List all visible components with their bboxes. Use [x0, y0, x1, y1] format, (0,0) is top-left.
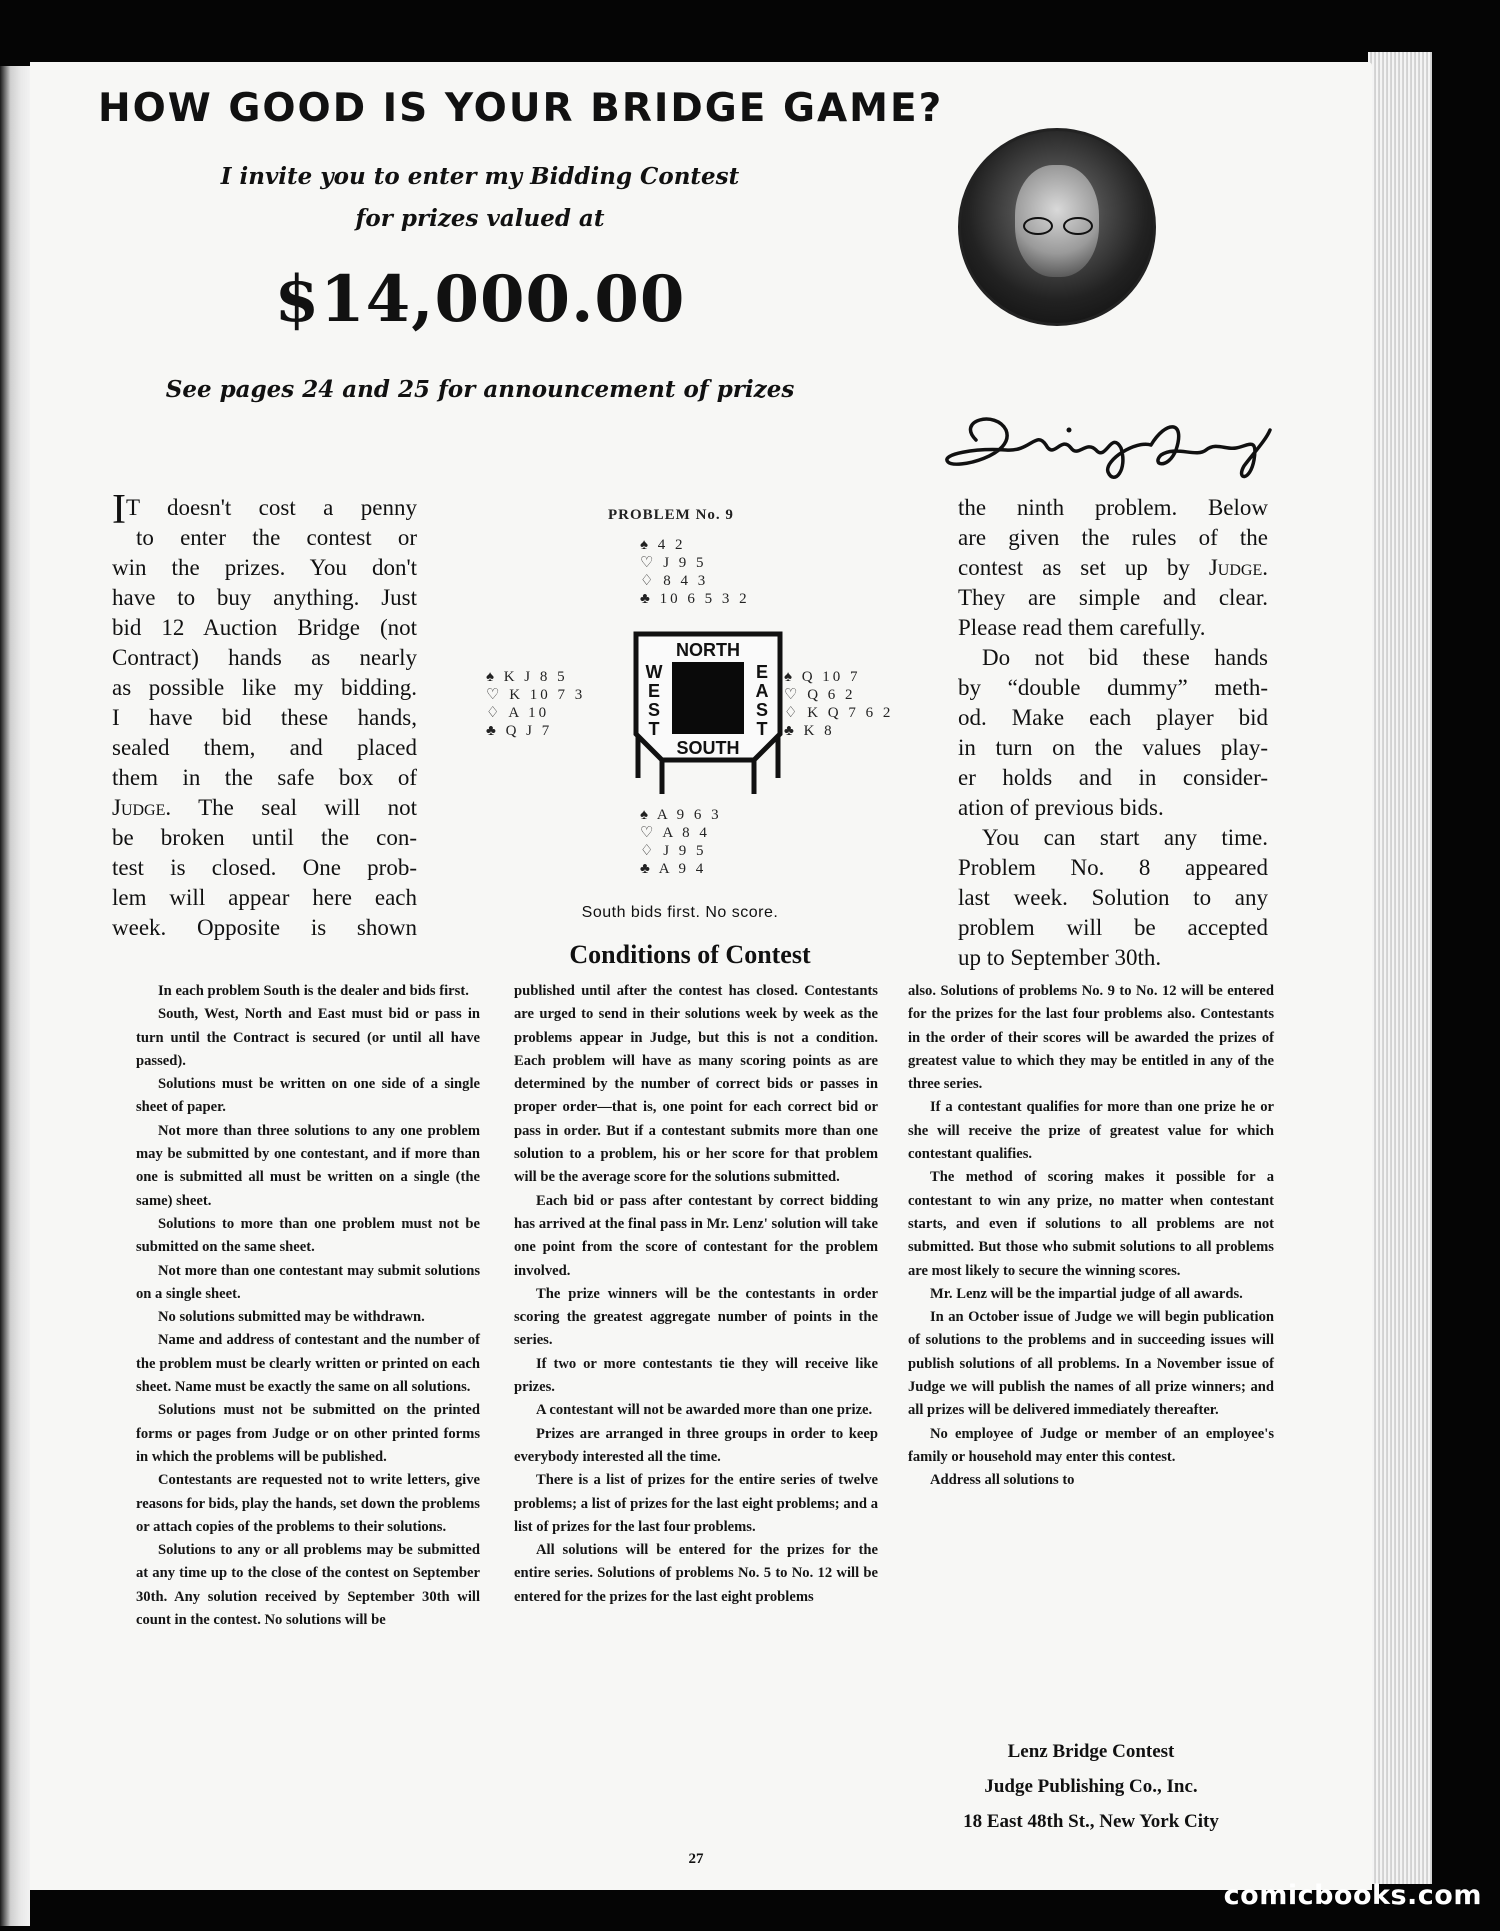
intro-left-line: to enter the contest or [136, 525, 417, 550]
intro-right-line: last week. Solution to any [958, 885, 1268, 910]
tagline-line-1: I invite you to enter my Bidding Contest [220, 163, 740, 190]
west-letters-letter: W [645, 662, 663, 682]
rule-paragraph: Solutions must be written on one side of a single sheet of paper. [136, 1076, 480, 1116]
east-letters-letter: A [755, 681, 769, 701]
headline: HOW GOOD IS YOUR BRIDGE GAME? [98, 86, 944, 131]
intro-left-line: them in the safe box of [112, 765, 417, 790]
hand-north-clubs: ♣ 10 6 5 3 2 [640, 591, 750, 607]
page-number: 27 [688, 1851, 704, 1867]
west-letters-letter: S [647, 700, 661, 720]
hand-east-spades: ♠ Q 10 7 [784, 669, 861, 685]
tagline-line-2: for prizes valued at [355, 205, 605, 232]
judge-name: Judge. [112, 795, 172, 820]
intro-right-column [958, 493, 1268, 973]
hand-south [640, 806, 722, 878]
portrait-glasses-left [1023, 217, 1053, 235]
address-line-1: Lenz Bridge Contest [1007, 1741, 1175, 1762]
intro-left-line: win the prizes. You don't [112, 555, 417, 580]
intro-right-line: ation of previous bids. [958, 795, 1164, 820]
rule-paragraph: If a contestant qualifies for more than one prize he or she will receive the prize of greatest value for which contestant qualifies. [908, 1099, 1274, 1163]
intro-right-line: They are simple and clear. [958, 585, 1268, 610]
judge-name: Judge. [1208, 555, 1268, 580]
intro-right-line: in turn on the values play- [958, 735, 1268, 760]
hand-west-hearts: ♡ K 10 7 3 [486, 687, 586, 703]
bids-note: South bids first. No score. [581, 904, 779, 921]
intro-right-line: Do not bid these hands [982, 645, 1268, 670]
rule-paragraph: South, West, North and East must bid or pass in turn until the Contract is secured (or until all have passed). [136, 1006, 480, 1069]
hand-north-spades: ♠ 4 2 [640, 537, 686, 553]
address-line-2: Judge Publishing Co., Inc. [984, 1776, 1198, 1797]
intro-right-line: od. Make each player bid [958, 705, 1268, 730]
intro-left-judge-line [112, 793, 417, 823]
hand-north [640, 536, 750, 608]
portrait-glasses-right [1063, 217, 1093, 235]
intro-right-line: Problem No. 8 appeared [958, 855, 1268, 880]
intro-right-line: You can start any time. [982, 825, 1268, 850]
hand-east [784, 668, 893, 740]
rule-paragraph: All solutions will be entered for the prizes for the entire series. Solutions of problems No. 5 to No. 12 will be entered for the prizes for the last eight problems [514, 1542, 878, 1605]
rule-paragraph: Solutions must not be submitted on the printed forms or pages from Judge or on other printed forms in which the problems will be published. [136, 1402, 480, 1465]
rule-paragraph: Not more than three solutions to any one problem may be submitted by one contestant, and if more than one is submitted all must be written on a single (the same) sheet. [136, 1122, 480, 1209]
table-center [672, 662, 744, 734]
rule-paragraph: Name and address of contestant and the number of the problem must be clearly written or printed on each sheet. Name must be exactly the same on all solutions. [136, 1332, 480, 1396]
hand-west-diamonds: ♢ A 10 [486, 705, 550, 721]
rule-paragraph: The prize winners will be the contestants in order scoring the greatest aggregate number of points in the series. [514, 1285, 878, 1349]
intro-left-line: have to buy anything. Just [112, 585, 417, 610]
rule-paragraph: Solutions to any or all problems may be submitted at any time up to the close of the contest on September 30th. Any solution received by September 30th will count in the contest. No solutions will be [136, 1542, 480, 1629]
intro-left-column [112, 493, 417, 943]
intro-left-line: week. Opposite is shown [112, 915, 417, 940]
rule-paragraph: There is a list of prizes for the entire series of twelve problems; a list of prizes for the last eight problems; and a list of prizes for the last four problems. [514, 1472, 878, 1535]
hand-north-hearts: ♡ J 9 5 [640, 555, 707, 571]
rule-paragraph: Solutions to more than one problem must not be submitted on the same sheet. [136, 1215, 480, 1256]
hand-south-clubs: ♣ A 9 4 [640, 861, 707, 877]
intro-right-line: the ninth problem. Below [958, 495, 1268, 520]
hand-south-hearts: ♡ A 8 4 [640, 825, 710, 841]
rules-column-2 [514, 980, 878, 1609]
label-south: SOUTH [676, 738, 740, 758]
prize-amount: $14,000.00 [274, 262, 686, 337]
intro-left-line: test is closed. One prob- [112, 855, 417, 880]
rules-column-3 [908, 980, 1274, 1493]
rule-paragraph: Address all solutions to [930, 1472, 1075, 1489]
intro-left-line: The seal will not [171, 795, 417, 820]
hand-east-hearts: ♡ Q 6 2 [784, 687, 856, 703]
hand-west-spades: ♠ K J 8 5 [486, 669, 568, 685]
rule-paragraph: In an October issue of Judge we will begin publication of solutions to the problems and in succeeding issues will publish solutions of all problems. In a November issue of Judge we will publish the names of all prize winners; and all prizes will be delivered immediately thereafter. [908, 1309, 1274, 1419]
rule-paragraph: The method of scoring makes it possible for a contestant to win any prize, no matter when contestant starts, and even if solutions to all problems are not submitted. But those who submit solutions to all problems are most likely to secure the winning scores. [908, 1169, 1274, 1279]
rule-paragraph: published until after the contest has closed. Contestants are urged to send in their solutions week by week as the problems appear in Judge, but this is not a condition. Each problem will have as many scoring points as are determined by the number of correct bids or passes in proper order—that is, one point for each correct bid or pass in order. But if a contestant submits more than one solution to a problem, his or her score for that problem will be the average score for the solutions submitted. [514, 983, 878, 1186]
hand-south-spades: ♠ A 9 6 3 [640, 807, 722, 823]
rule-paragraph: Prizes are arranged in three groups in order to keep everybody interested all the time. [514, 1425, 878, 1465]
intro-right-line: problem will be accepted [958, 915, 1268, 940]
hand-east-diamonds: ♢ K Q 7 6 2 [784, 705, 894, 721]
intro-left-line: lem will appear here each [112, 885, 417, 910]
hand-north-diamonds: ♢ 8 4 3 [640, 573, 709, 589]
label-east [756, 662, 769, 739]
author-portrait [958, 128, 1156, 326]
rule-paragraph: If two or more contestants tie they will receive like prizes. [514, 1355, 878, 1396]
hand-south-diamonds: ♢ J 9 5 [640, 843, 707, 859]
intro-left-line: I have bid these hands, [112, 705, 417, 730]
intro-left-line: as possible like my bidding. [112, 675, 417, 700]
intro-right-judge-line [958, 553, 1268, 583]
signature-image [936, 400, 1276, 490]
intro-left-line: Contract) hands as nearly [112, 645, 417, 670]
intro-right-line: contest as set up by [958, 555, 1209, 580]
bridge-table-diagram [630, 628, 786, 794]
west-letters-letter: E [647, 681, 661, 701]
intro-right-line: are given the rules of the [958, 525, 1268, 550]
east-letters-letter: E [755, 662, 769, 682]
intro-right-line: by “double dummy” meth- [958, 675, 1268, 700]
intro-left-line: be broken until the con- [112, 825, 417, 850]
rule-paragraph: In each problem South is the dealer and bids first. [158, 983, 469, 999]
intro-left-line: bid 12 Auction Bridge (not [112, 615, 417, 640]
east-letters-letter: T [756, 719, 768, 739]
rule-paragraph: Each bid or pass after contestant by correct bidding has arrived at the final pass in Mr. Lenz' solution will take one point from the score of contestant for the problem involved. [514, 1192, 878, 1279]
rule-paragraph: A contestant will not be awarded more than one prize. [536, 1402, 873, 1419]
rules-column-1 [136, 980, 480, 1632]
rule-paragraph: No employee of Judge or member of an employee's family or household may enter this contest. [908, 1425, 1274, 1465]
drop-cap: I [112, 493, 126, 523]
intro-right-line: Please read them carefully. [958, 615, 1206, 640]
intro-right-line: up to September 30th. [958, 945, 1162, 970]
rule-paragraph: Mr. Lenz will be the impartial judge of all awards. [930, 1285, 1243, 1302]
conditions-title: Conditions of Contest [569, 940, 811, 969]
rule-paragraph: No solutions submitted may be withdrawn. [158, 1309, 425, 1326]
hand-west [486, 668, 585, 740]
address-line-3: 18 East 48th St., New York City [963, 1811, 1219, 1832]
west-letters-letter: T [648, 719, 660, 739]
intro-right-line: er holds and in consider- [958, 765, 1268, 790]
rule-paragraph: also. Solutions of problems No. 9 to No. 12 will be entered for the prizes for the last four problems also. Contestants in the order of their scores will be awarded the prizes of greatest value to which they may be entitled in any of the three series. [908, 983, 1274, 1093]
see-pages-note: See pages 24 and 25 for announcement of prizes [165, 376, 795, 403]
hand-west-clubs: ♣ Q J 7 [486, 723, 553, 739]
rule-paragraph: Not more than one contestant may submit solutions on a single sheet. [136, 1262, 480, 1302]
problem-title: PROBLEM No. 9 [608, 507, 734, 523]
east-letters-letter: S [755, 700, 769, 720]
page-edges [1368, 52, 1432, 1884]
book-spine [0, 66, 30, 1926]
site-watermark: comicbooks.com [1223, 1880, 1482, 1911]
hand-east-clubs: ♣ K 8 [784, 723, 835, 739]
intro-left-line: sealed them, and placed [112, 735, 417, 760]
intro-left-line: T doesn't cost a penny [126, 495, 417, 520]
rule-paragraph: Contestants are requested not to write letters, give reasons for bids, play the hands, set down the problems or attach copies of the problems to their solutions. [136, 1472, 480, 1535]
label-north: NORTH [676, 640, 740, 660]
